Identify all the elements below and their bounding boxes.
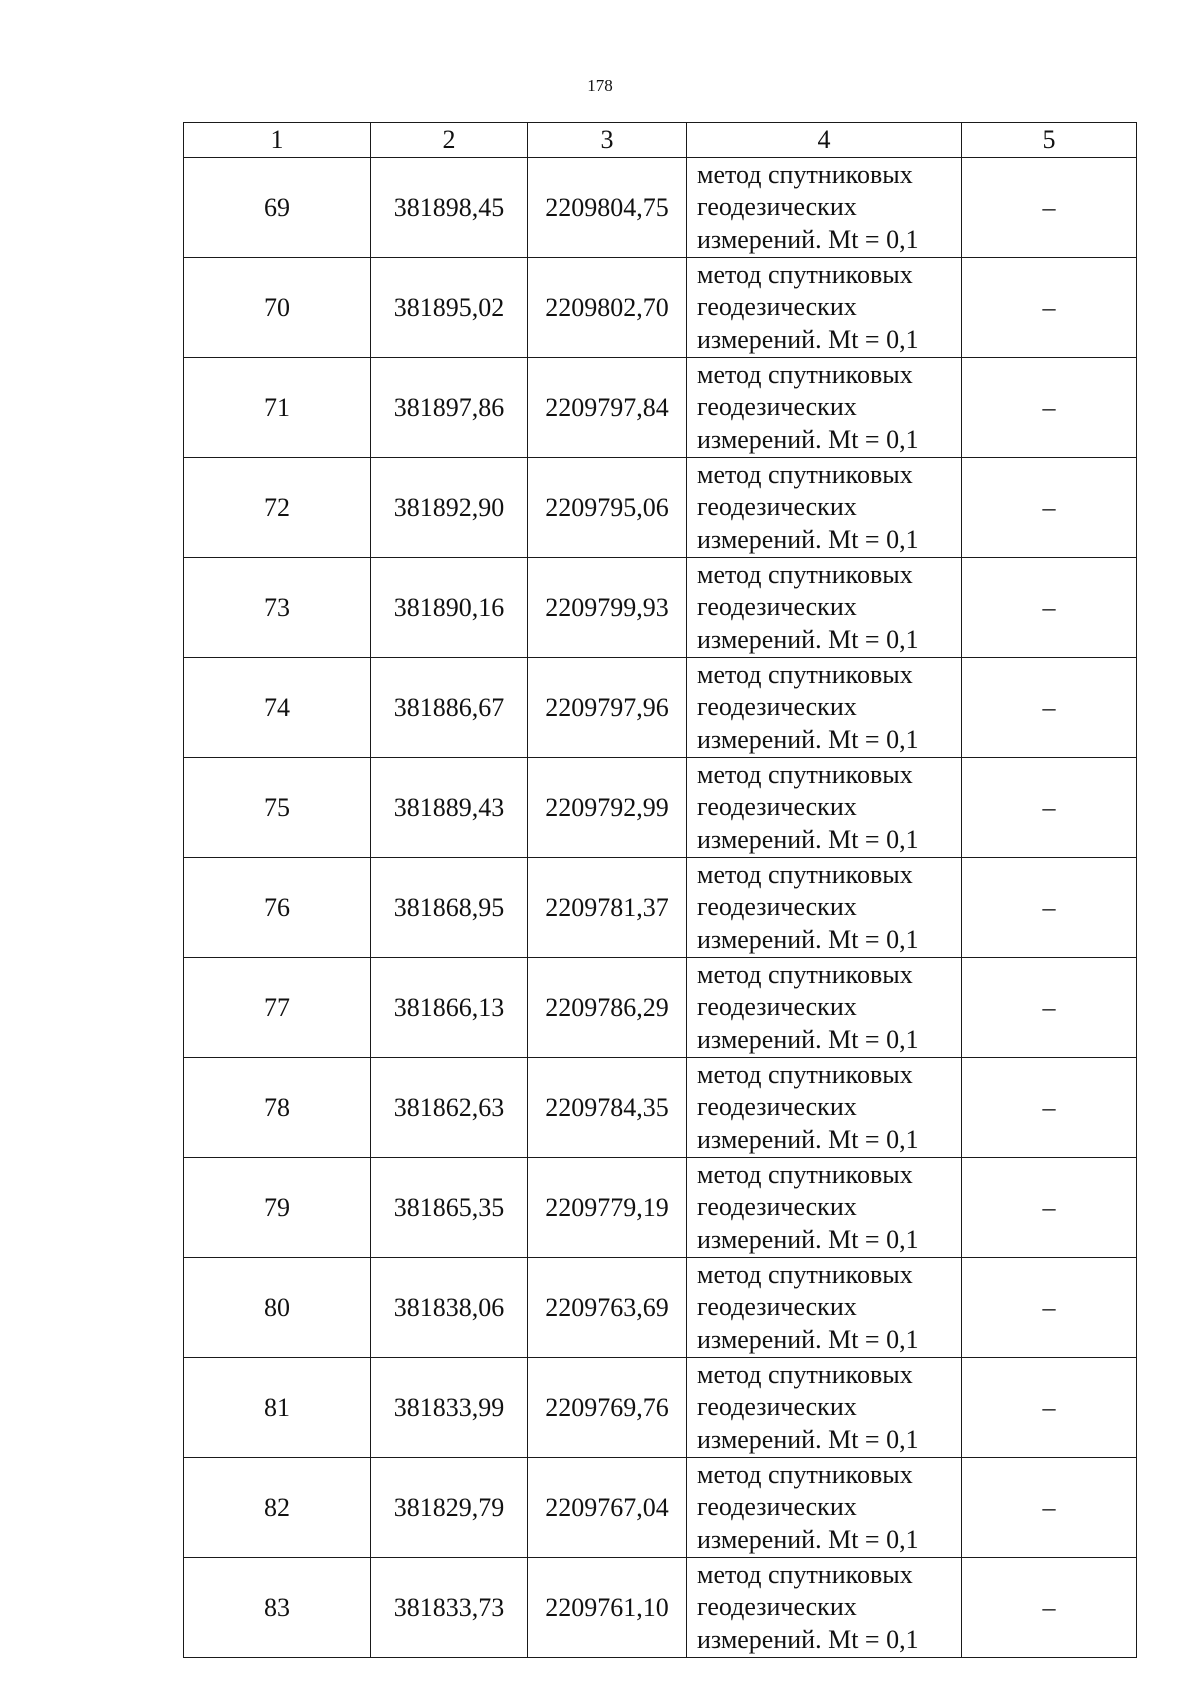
point-number: 78 [184,1058,371,1158]
coord-x: 381895,02 [371,258,528,358]
coord-y: 2209797,84 [528,358,687,458]
header-cell-3: 3 [528,123,687,158]
method-description: метод спутниковых геодезических измерений. Mt = 0,1 [687,558,962,658]
coord-x: 381897,86 [371,358,528,458]
point-number: 72 [184,458,371,558]
coord-y: 2209779,19 [528,1158,687,1258]
table-row [184,258,1137,358]
method-description: метод спутниковых геодезических измерений. Mt = 0,1 [687,1158,962,1258]
table-row [184,1258,1137,1358]
note-cell: – [962,1258,1137,1358]
note-cell: – [962,858,1137,958]
table-row [184,1058,1137,1158]
method-description: метод спутниковых геодезических измерений. Mt = 0,1 [687,658,962,758]
table-row [184,458,1137,558]
coord-x: 381866,13 [371,958,528,1058]
coord-y: 2209767,04 [528,1458,687,1558]
note-cell: – [962,1558,1137,1658]
method-description: метод спутниковых геодезических измерений. Mt = 0,1 [687,1058,962,1158]
page-number: 178 [587,76,613,95]
note-cell: – [962,658,1137,758]
note-cell: – [962,258,1137,358]
table-row [184,958,1137,1058]
method-description: метод спутниковых геодезических измерений. Mt = 0,1 [687,958,962,1058]
header-cell-4: 4 [687,123,962,158]
table-body [184,158,1137,1658]
coord-y: 2209802,70 [528,258,687,358]
point-number: 83 [184,1558,371,1658]
coord-x: 381868,95 [371,858,528,958]
point-number: 76 [184,858,371,958]
method-description: метод спутниковых геодезических измерений. Mt = 0,1 [687,1458,962,1558]
note-cell: – [962,358,1137,458]
coord-x: 381886,67 [371,658,528,758]
note-cell: – [962,158,1137,258]
point-number: 71 [184,358,371,458]
coord-x: 381890,16 [371,558,528,658]
table-row [184,358,1137,458]
table-row [184,1458,1137,1558]
point-number: 75 [184,758,371,858]
point-number: 77 [184,958,371,1058]
table-row [184,758,1137,858]
point-number: 79 [184,1158,371,1258]
coord-y: 2209797,96 [528,658,687,758]
table-row [184,658,1137,758]
method-description: метод спутниковых геодезических измерений. Mt = 0,1 [687,1558,962,1658]
note-cell: – [962,758,1137,858]
coord-y: 2209799,93 [528,558,687,658]
coord-x: 381833,73 [371,1558,528,1658]
table-row [184,1358,1137,1458]
coord-x: 381889,43 [371,758,528,858]
point-number: 69 [184,158,371,258]
point-number: 80 [184,1258,371,1358]
note-cell: – [962,1058,1137,1158]
coord-y: 2209781,37 [528,858,687,958]
coord-x: 381838,06 [371,1258,528,1358]
coord-x: 381833,99 [371,1358,528,1458]
coord-y: 2209804,75 [528,158,687,258]
point-number: 82 [184,1458,371,1558]
coord-y: 2209769,76 [528,1358,687,1458]
coord-x: 381892,90 [371,458,528,558]
table-header [184,123,1137,158]
coord-y: 2209784,35 [528,1058,687,1158]
coord-x: 381865,35 [371,1158,528,1258]
header-cell-2: 2 [371,123,528,158]
coord-y: 2209792,99 [528,758,687,858]
header-cell-5: 5 [962,123,1137,158]
method-description: метод спутниковых геодезических измерений. Mt = 0,1 [687,258,962,358]
method-description: метод спутниковых геодезических измерений. Mt = 0,1 [687,1258,962,1358]
method-description: метод спутниковых геодезических измерений. Mt = 0,1 [687,858,962,958]
table-row [184,558,1137,658]
coordinates-table [183,122,1137,1658]
method-description: метод спутниковых геодезических измерений. Mt = 0,1 [687,158,962,258]
note-cell: – [962,558,1137,658]
coord-y: 2209786,29 [528,958,687,1058]
coord-x: 381862,63 [371,1058,528,1158]
note-cell: – [962,1158,1137,1258]
method-description: метод спутниковых геодезических измерений. Mt = 0,1 [687,1358,962,1458]
note-cell: – [962,1358,1137,1458]
coord-x: 381898,45 [371,158,528,258]
table-row [184,858,1137,958]
note-cell: – [962,458,1137,558]
point-number: 73 [184,558,371,658]
coord-y: 2209763,69 [528,1258,687,1358]
note-cell: – [962,958,1137,1058]
header-row [184,123,1137,158]
header-cell-1: 1 [184,123,371,158]
coord-y: 2209761,10 [528,1558,687,1658]
table-row [184,1558,1137,1658]
coord-x: 381829,79 [371,1458,528,1558]
table-row [184,1158,1137,1258]
method-description: метод спутниковых геодезических измерений. Mt = 0,1 [687,358,962,458]
point-number: 74 [184,658,371,758]
coord-y: 2209795,06 [528,458,687,558]
method-description: метод спутниковых геодезических измерений. Mt = 0,1 [687,758,962,858]
point-number: 81 [184,1358,371,1458]
note-cell: – [962,1458,1137,1558]
method-description: метод спутниковых геодезических измерений. Mt = 0,1 [687,458,962,558]
point-number: 70 [184,258,371,358]
table-row [184,158,1137,258]
